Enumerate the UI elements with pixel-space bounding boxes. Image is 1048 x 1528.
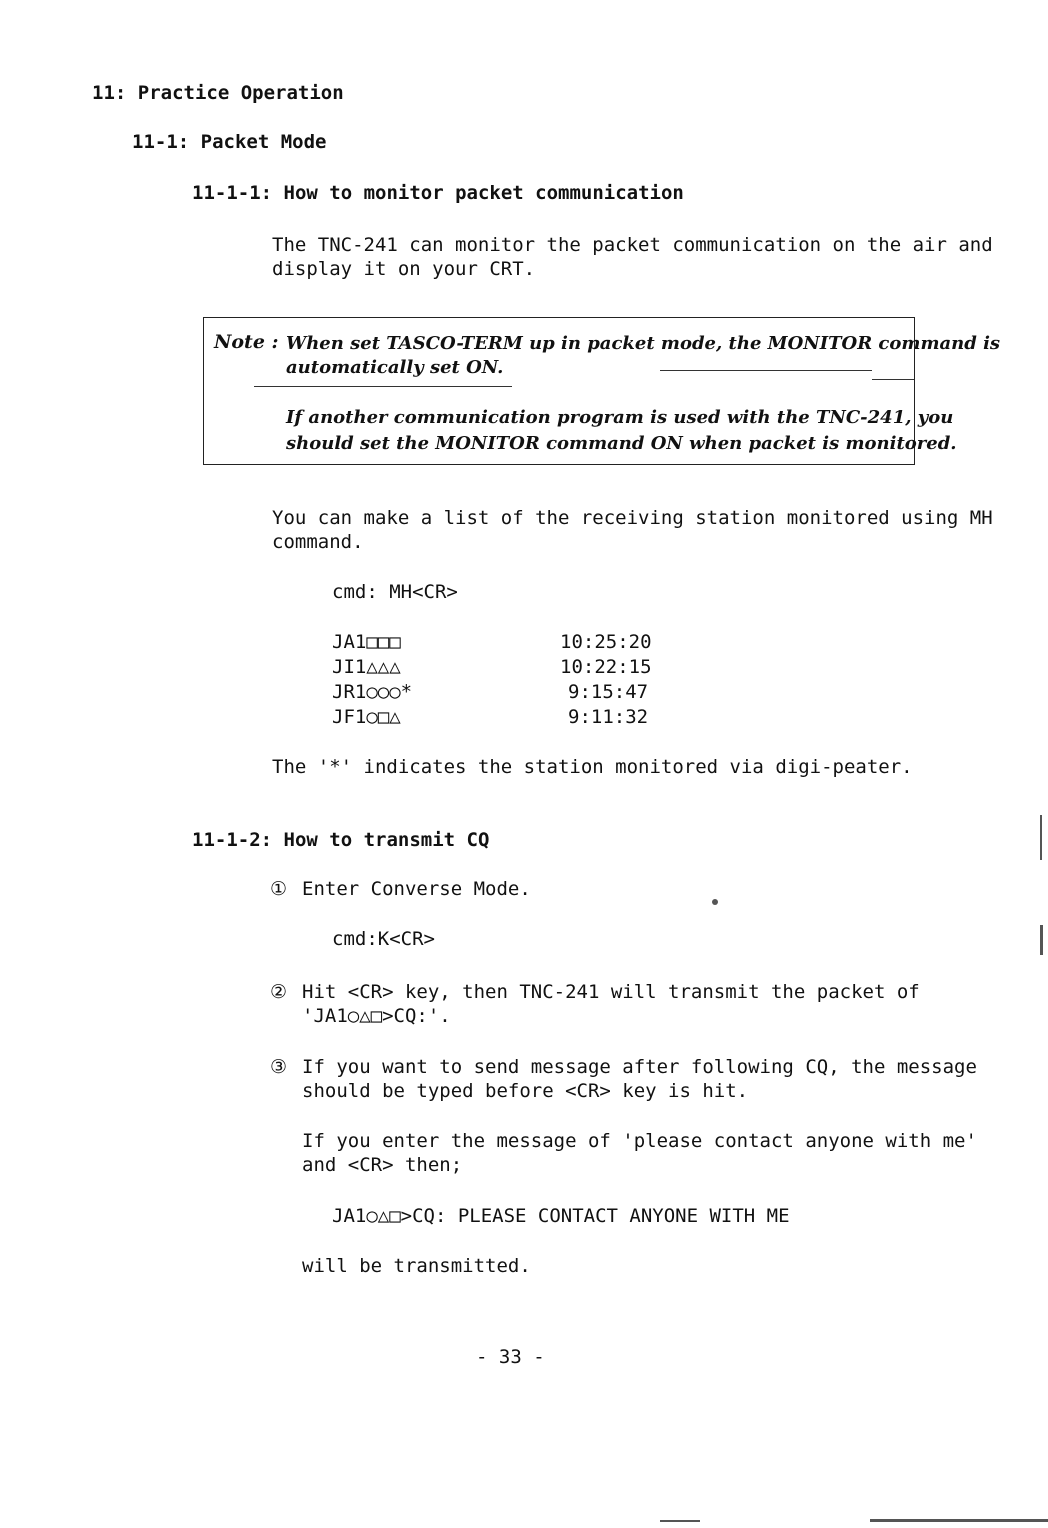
note-divider-right [872,379,914,380]
note-paragraph-2-line-2: should set the MONITOR command ON when packet is monitored. [286,433,957,454]
station-time-1: 10:25:20 [560,631,652,653]
station-time-3: 9:15:47 [568,681,649,703]
note-paragraph-2-line-1: If another communication program is used with the TNC-241, you [286,407,954,428]
monitor-heading: 11-1-1: How to monitor packet communication [192,182,684,204]
example-line-1: If you enter the message of 'please contact anyone with me' [302,1130,977,1152]
step-3-line-1: If you want to send message after following CQ, the message [302,1056,977,1078]
digipeater-footnote: The '*' indicates the station monitored via digi-peater. [272,756,913,778]
note-paragraph-1-line-2: automatically set ON. [286,357,504,378]
station-call-4: JF1○□△ [332,706,401,728]
scan-edge-mark [1040,815,1042,860]
step-1-marker: ① [270,878,288,900]
example-output: JA1○△□>CQ: PLEASE CONTACT ANYONE WITH ME [332,1205,790,1227]
scan-bottom-dash [660,1520,700,1522]
scan-speck [712,899,718,905]
list-intro-line-1: You can make a list of the receiving station monitored using MH [272,507,993,529]
step-1-command: cmd:K<CR> [332,928,435,950]
note-divider-left [254,386,512,387]
station-call-1: JA1□□□ [332,631,401,653]
note-divider-mark [660,370,872,371]
step-2-line-2: 'JA1○△□>CQ:'. [302,1005,451,1027]
monitor-intro-line-1: The TNC-241 can monitor the packet communication on the air and [272,234,993,256]
scan-bottom-line [870,1519,1048,1522]
transmit-heading: 11-1-2: How to transmit CQ [192,829,490,851]
scan-edge-mark [1040,925,1043,955]
step-2-marker: ② [270,981,288,1003]
list-intro-line-2: command. [272,531,364,553]
station-call-2: JI1△△△ [332,656,401,678]
station-time-4: 9:11:32 [568,706,649,728]
station-call-3: JR1○○○* [332,681,413,703]
note-paragraph-1-line-1: When set TASCO-TERM up in packet mode, the MONITOR command is [286,333,1001,354]
station-time-2: 10:22:15 [560,656,652,678]
note-label: Note : [214,331,279,353]
monitor-intro-line-2: display it on your CRT. [272,258,536,280]
step-3-marker: ③ [270,1056,288,1078]
step-3-line-2: should be typed before <CR> key is hit. [302,1080,749,1102]
mh-command: cmd: MH<CR> [332,581,458,603]
page-number: - 33 - [476,1346,545,1368]
transmit-result: will be transmitted. [302,1255,531,1277]
subsection-heading: 11-1: Packet Mode [132,131,327,153]
example-line-2: and <CR> then; [302,1154,463,1176]
section-heading: 11: Practice Operation [92,82,344,104]
step-2-line-1: Hit <CR> key, then TNC-241 will transmit the packet of [302,981,920,1003]
step-1-text: Enter Converse Mode. [302,878,531,900]
